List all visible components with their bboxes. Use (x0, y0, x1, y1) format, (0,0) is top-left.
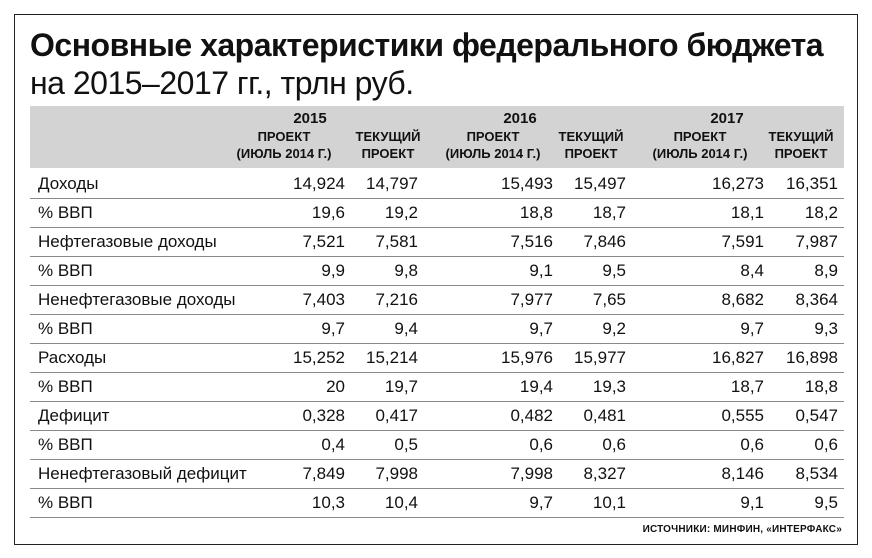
table-cell: 18,7 (592, 203, 626, 222)
year-header-2015: 2015 (293, 110, 327, 127)
table-cell: 0,547 (795, 406, 838, 425)
table-cell: 10,4 (384, 493, 418, 512)
table-cell: 9,7 (740, 319, 764, 338)
title-light: на 2015–2017 гг., трлн руб. (30, 65, 414, 101)
table-row (30, 315, 844, 344)
table-cell: 9,7 (529, 493, 553, 512)
table-row (30, 402, 844, 431)
table-cell: 15,977 (574, 348, 626, 367)
table-cell: 16,898 (786, 348, 838, 367)
table-cell: 7,849 (302, 464, 345, 483)
table-cell: 8,534 (795, 464, 838, 483)
table-row (30, 489, 844, 518)
table-cell: 16,351 (786, 174, 838, 193)
table-cell: 18,7 (730, 377, 764, 396)
table-cell: 16,273 (712, 174, 764, 193)
table-cell: 16,827 (712, 348, 764, 367)
table-cell: 15,214 (366, 348, 418, 367)
col-header-project: ПРОЕКТ (ИЮЛЬ 2014 Г.) (652, 129, 748, 161)
col-header-current: ТЕКУЩИЙ ПРОЕКТ (355, 129, 421, 161)
table-cell: 9,4 (394, 319, 418, 338)
table-cell: 0,6 (814, 435, 838, 454)
table-row (30, 431, 844, 460)
col-header-project: ПРОЕКТ (ИЮЛЬ 2014 Г.) (236, 129, 332, 161)
row-label: % ВВП (38, 319, 93, 338)
row-label: % ВВП (38, 203, 93, 222)
table-cell: 20 (326, 377, 345, 396)
table-cell: 9,8 (394, 261, 418, 280)
table-cell: 15,252 (293, 348, 345, 367)
table-cell: 10,3 (311, 493, 345, 512)
table-cell: 14,797 (366, 174, 418, 193)
table-row (30, 170, 844, 199)
table-cell: 7,65 (592, 290, 626, 309)
table-cell: 7,591 (721, 232, 764, 251)
row-label: Доходы (38, 174, 99, 193)
table-cell: 7,846 (583, 232, 626, 251)
source-note: ИСТОЧНИКИ: МИНФИН, «ИНТЕРФАКС» (642, 524, 842, 535)
year-header-2016: 2016 (503, 110, 537, 127)
table-cell: 0,5 (394, 435, 418, 454)
table-cell: 18,2 (804, 203, 838, 222)
row-label: Расходы (38, 348, 107, 367)
table-cell: 18,8 (804, 377, 838, 396)
table-cell: 9,2 (602, 319, 626, 338)
table-cell: 9,1 (740, 493, 764, 512)
table-cell: 7,521 (302, 232, 345, 251)
table-cell: 8,146 (721, 464, 764, 483)
table-cell: 0,482 (510, 406, 553, 425)
table-cell: 15,493 (501, 174, 553, 193)
table-cell: 0,6 (740, 435, 764, 454)
title-bold: Основные характеристики федерального бюджета (30, 27, 824, 63)
table-cell: 0,6 (602, 435, 626, 454)
table-cell: 7,977 (510, 290, 553, 309)
table-cell: 8,9 (814, 261, 838, 280)
table-cell: 8,327 (583, 464, 626, 483)
row-label: % ВВП (38, 435, 93, 454)
table-cell: 10,1 (592, 493, 626, 512)
row-label: % ВВП (38, 261, 93, 280)
page-title (30, 26, 850, 102)
table-cell: 15,976 (501, 348, 553, 367)
table-cell: 8,682 (721, 290, 764, 309)
table-cell: 0,4 (321, 435, 345, 454)
table-cell: 7,987 (795, 232, 838, 251)
table-cell: 19,4 (519, 377, 553, 396)
row-label: Ненефтегазовые доходы (38, 290, 236, 309)
table-row (30, 228, 844, 257)
table-cell: 0,417 (375, 406, 418, 425)
row-label: % ВВП (38, 493, 93, 512)
table-cell: 7,998 (375, 464, 418, 483)
table-cell: 8,4 (740, 261, 764, 280)
col-header-current: ТЕКУЩИЙ ПРОЕКТ (768, 129, 834, 161)
table-cell: 0,555 (721, 406, 764, 425)
table-cell: 9,7 (321, 319, 345, 338)
table-cell: 8,364 (795, 290, 838, 309)
table-cell: 19,2 (384, 203, 418, 222)
col-header-current: ТЕКУЩИЙ ПРОЕКТ (558, 129, 624, 161)
table-cell: 7,581 (375, 232, 418, 251)
table-cell: 19,3 (592, 377, 626, 396)
row-label: Нефтегазовые доходы (38, 232, 217, 251)
table-cell: 0,6 (529, 435, 553, 454)
table-cell: 9,5 (602, 261, 626, 280)
col-header-project: ПРОЕКТ (ИЮЛЬ 2014 Г.) (445, 129, 541, 161)
table-cell: 7,516 (510, 232, 553, 251)
row-label: % ВВП (38, 377, 93, 396)
table-row (30, 199, 844, 228)
table-cell: 18,1 (730, 203, 764, 222)
row-label: Ненефтегазовый дефицит (38, 464, 247, 483)
table-cell: 9,3 (814, 319, 838, 338)
table-cell: 18,8 (519, 203, 553, 222)
table-cell: 19,7 (384, 377, 418, 396)
table-cell: 14,924 (293, 174, 345, 193)
table-row (30, 373, 844, 402)
table-cell: 9,9 (321, 261, 345, 280)
table-cell: 9,7 (529, 319, 553, 338)
row-label: Дефицит (38, 406, 110, 425)
year-header-2017: 2017 (710, 110, 744, 127)
table-cell: 0,328 (302, 406, 345, 425)
table-cell: 7,403 (302, 290, 345, 309)
table-cell: 9,5 (814, 493, 838, 512)
table-cell: 9,1 (529, 261, 553, 280)
table-cell: 19,6 (311, 203, 345, 222)
table-row (30, 257, 844, 286)
table-cell: 7,216 (375, 290, 418, 309)
table-row (30, 286, 844, 315)
table-cell: 7,998 (510, 464, 553, 483)
table-cell: 15,497 (574, 174, 626, 193)
table-row (30, 344, 844, 373)
table-cell: 0,481 (583, 406, 626, 425)
table-row (30, 460, 844, 489)
